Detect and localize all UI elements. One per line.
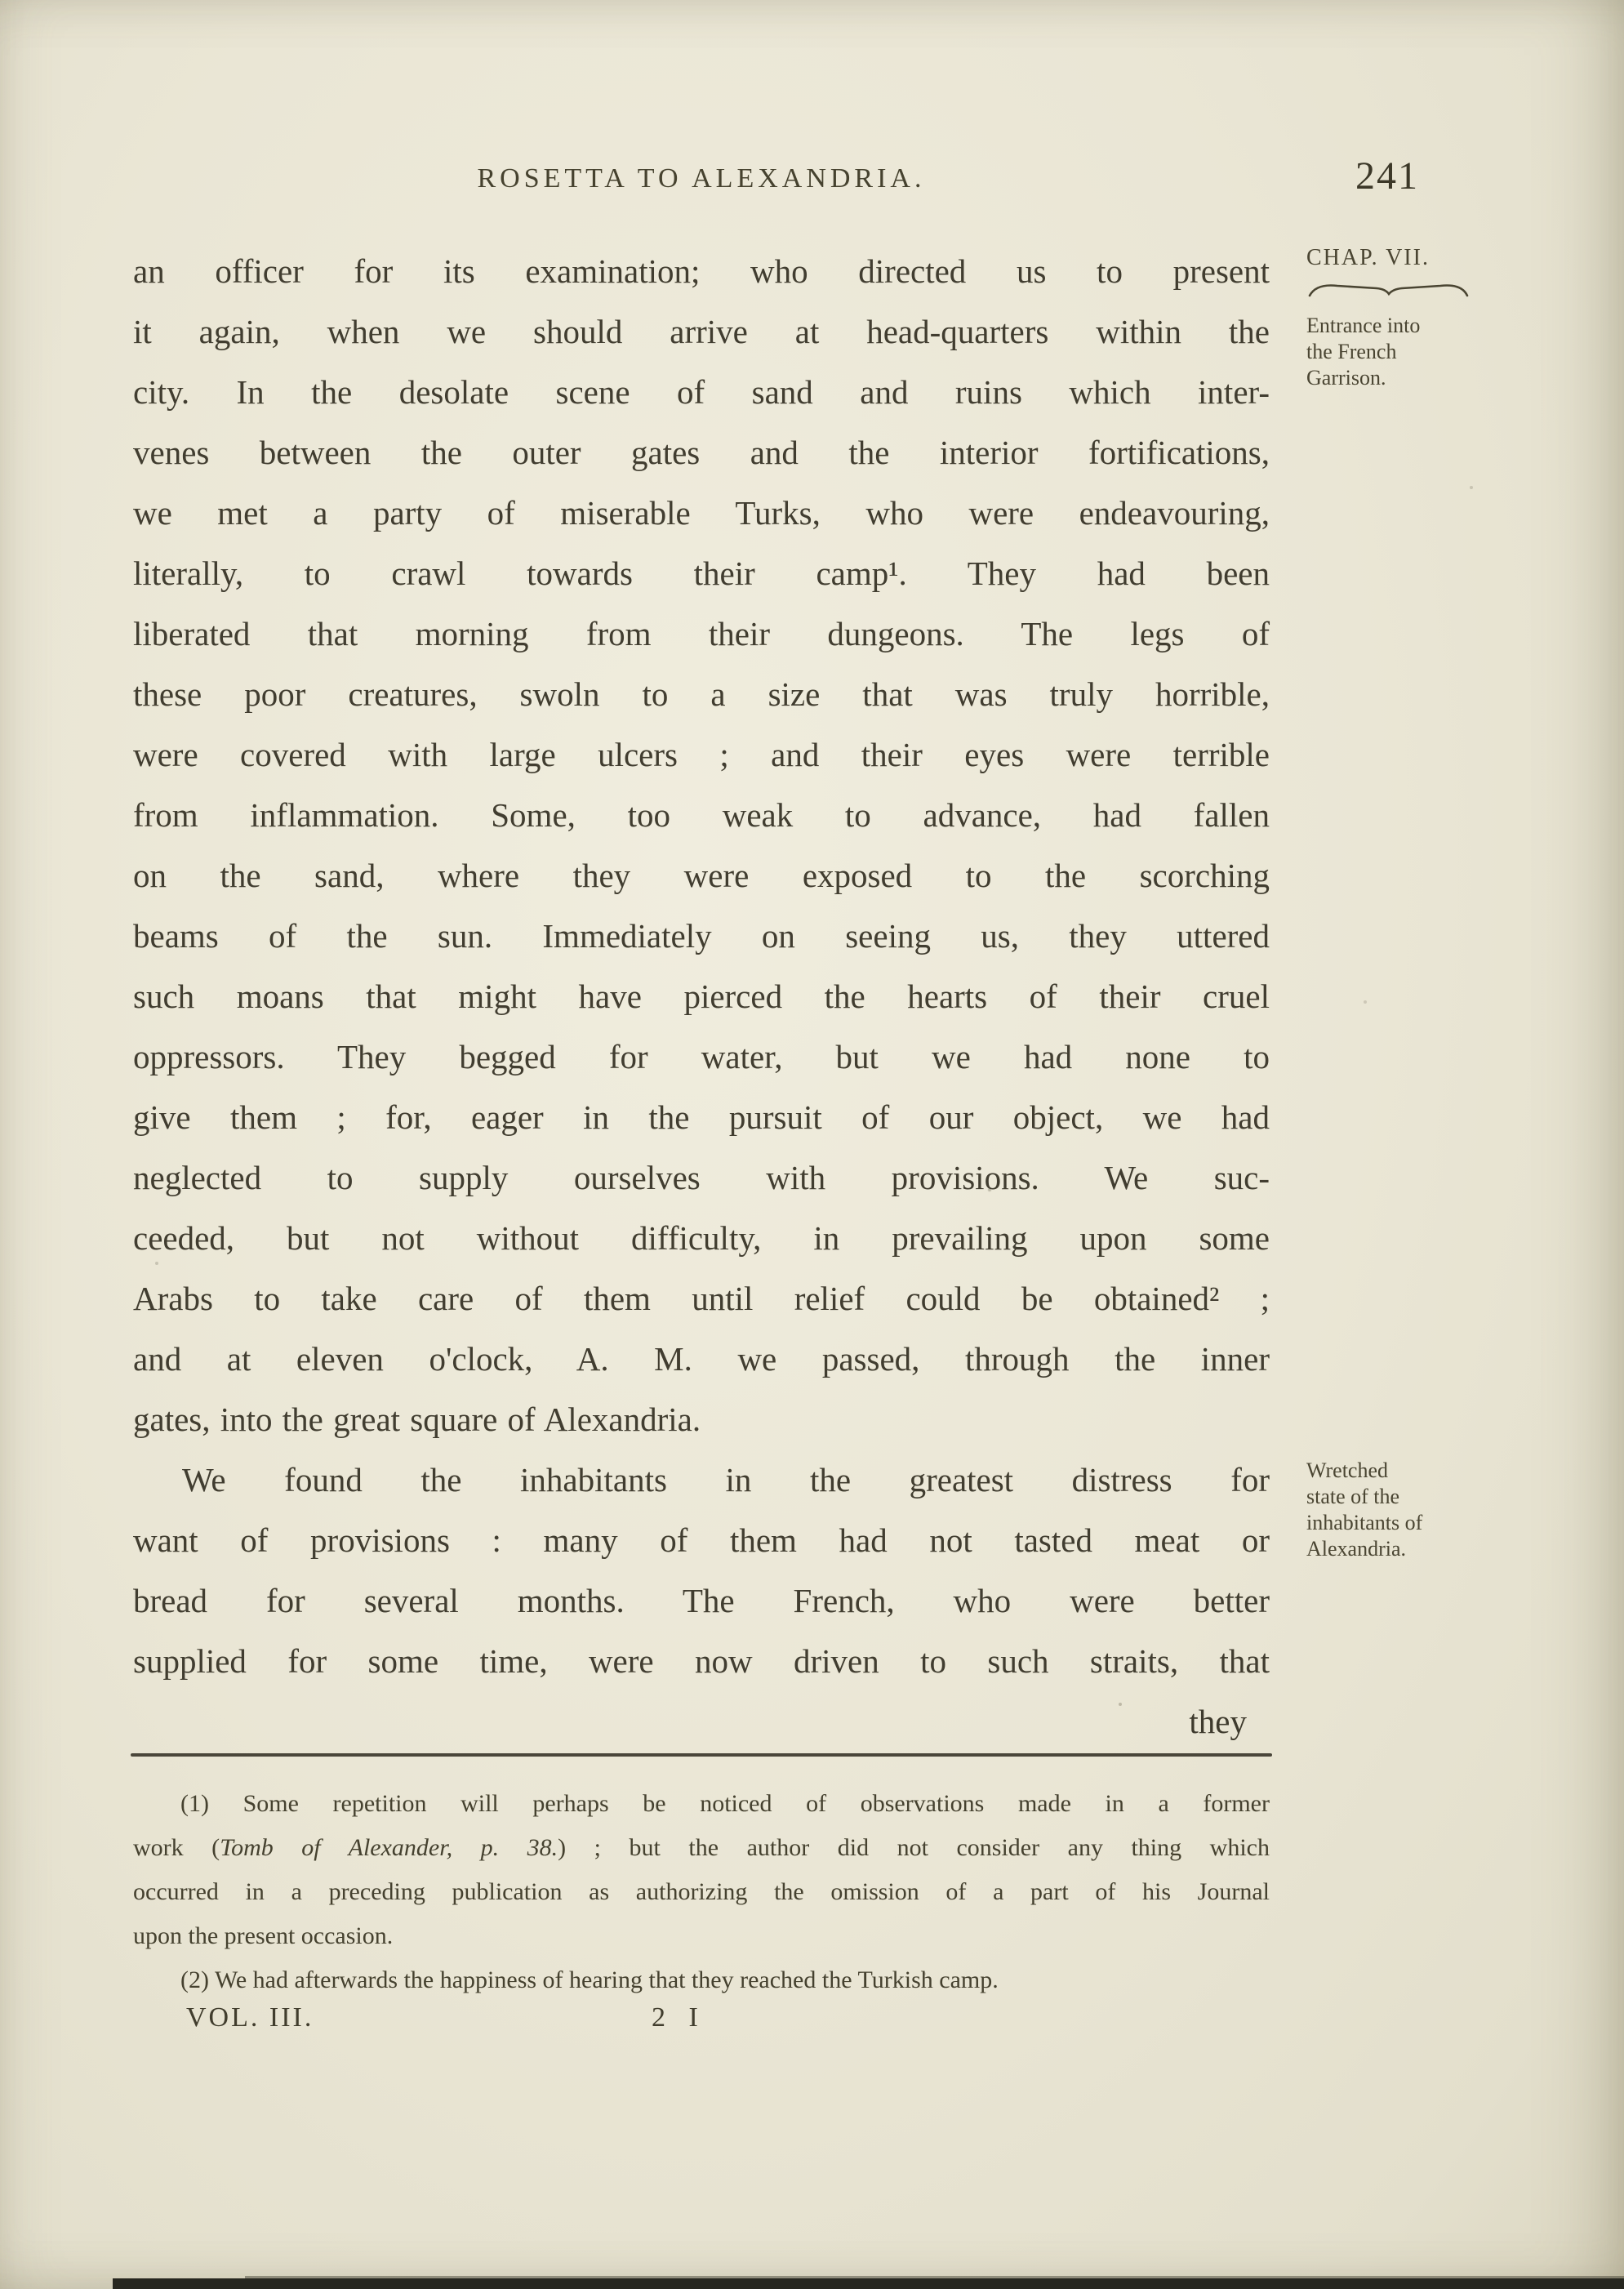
margin-note-line: Entrance into (1306, 314, 1421, 337)
footnote-line: (2) We had afterwards the happiness of hearing that they reached the Turkish camp. (180, 1966, 999, 1993)
margin-note-entrance (1306, 313, 1494, 391)
chapter-brace-ornament (1306, 279, 1470, 305)
text-line: were covered with large ulcers ; and their eyes were terrible (133, 736, 1270, 773)
margin-note-line: Alexandria. (1306, 1537, 1407, 1561)
margin-note-line: state of the (1306, 1485, 1400, 1508)
text-line: gates, into the great square of Alexandria. (133, 1401, 701, 1438)
text-line: an officer for its examination; who directed us to present (133, 252, 1270, 290)
text-line: such moans that might have pierced the hearts of their cruel (133, 978, 1270, 1015)
footnotes-block (133, 1782, 1270, 2002)
text-line: liberated that morning from their dungeons. The legs of (133, 615, 1270, 652)
text-line: We found the inhabitants in the greatest distress for (182, 1461, 1270, 1499)
main-text-block (133, 241, 1270, 1752)
text-line: supplied for some time, were now driven to such straits, that (133, 1642, 1270, 1680)
text-line: city. In the desolate scene of sand and ruins which inter- (133, 373, 1270, 411)
text-line: ceeded, but not without difficulty, in prevailing upon some (133, 1219, 1270, 1257)
text-line: on the sand, where they were exposed to the scorching (133, 857, 1270, 894)
footer-row (133, 2002, 1270, 2046)
footnote-text: work ( (133, 1834, 220, 1861)
signature-mark: 2 I (652, 2002, 706, 2033)
text-line: it again, when we should arrive at head-quarters within the (133, 313, 1270, 350)
text-line: Arabs to take care of them until relief could be obtained² ; (133, 1280, 1270, 1317)
text-line: want of provisions : many of them had not tasted meat or (133, 1521, 1270, 1559)
text-line: oppressors. They begged for water, but we had none to (133, 1038, 1270, 1075)
margin-note-wretched-state (1306, 1458, 1494, 1562)
footnote-text: ) ; but the author did not consider any thing which (558, 1834, 1270, 1861)
volume-label: VOL. III. (186, 2002, 314, 2033)
scan-edge-strip (113, 2278, 1624, 2289)
text-line: venes between the outer gates and the interior fortifications, (133, 434, 1270, 471)
text-line: neglected to supply ourselves with provisions. We suc- (133, 1159, 1270, 1196)
text-line: give them ; for, eager in the pursuit of our object, we had (133, 1098, 1270, 1136)
footnote-line: (1) Some repetition will perhaps be noticed of observations made in a former (180, 1790, 1270, 1817)
footnote-rule (131, 1753, 1272, 1757)
chapter-label: CHAP. VII. (1306, 245, 1430, 270)
footnote-line: upon the present occasion. (133, 1922, 394, 1949)
running-head: ROSETTA TO ALEXANDRIA. (477, 163, 926, 194)
text-line: literally, to crawl towards their camp¹. They had been (133, 554, 1270, 592)
footnote-line: occurred in a preceding publication as authorizing the omission of a part of his Journal (133, 1878, 1270, 1905)
margin-note-line: Wretched (1306, 1458, 1389, 1482)
text-line: beams of the sun. Immediately on seeing us, they uttered (133, 917, 1270, 955)
footnote-line (133, 1826, 1270, 1870)
text-line: and at eleven o'clock, A. M. we passed, through the inner (133, 1340, 1270, 1378)
page-number: 241 (1355, 154, 1419, 198)
catchword: they (1189, 1703, 1247, 1740)
margin-note-line: the French (1306, 340, 1397, 363)
text-line: these poor creatures, swoln to a size that was truly horrible, (133, 675, 1270, 713)
footnote-italic-title: Tomb of Alexander, p. 38. (220, 1834, 558, 1861)
text-line: we met a party of miserable Turks, who were endeavouring, (133, 494, 1270, 532)
text-line: from inflammation. Some, too weak to advance, had fallen (133, 796, 1270, 834)
margin-note-line: inhabitants of (1306, 1511, 1423, 1534)
text-line: bread for several months. The French, who were better (133, 1582, 1270, 1619)
margin-note-line: Garrison. (1306, 366, 1386, 390)
